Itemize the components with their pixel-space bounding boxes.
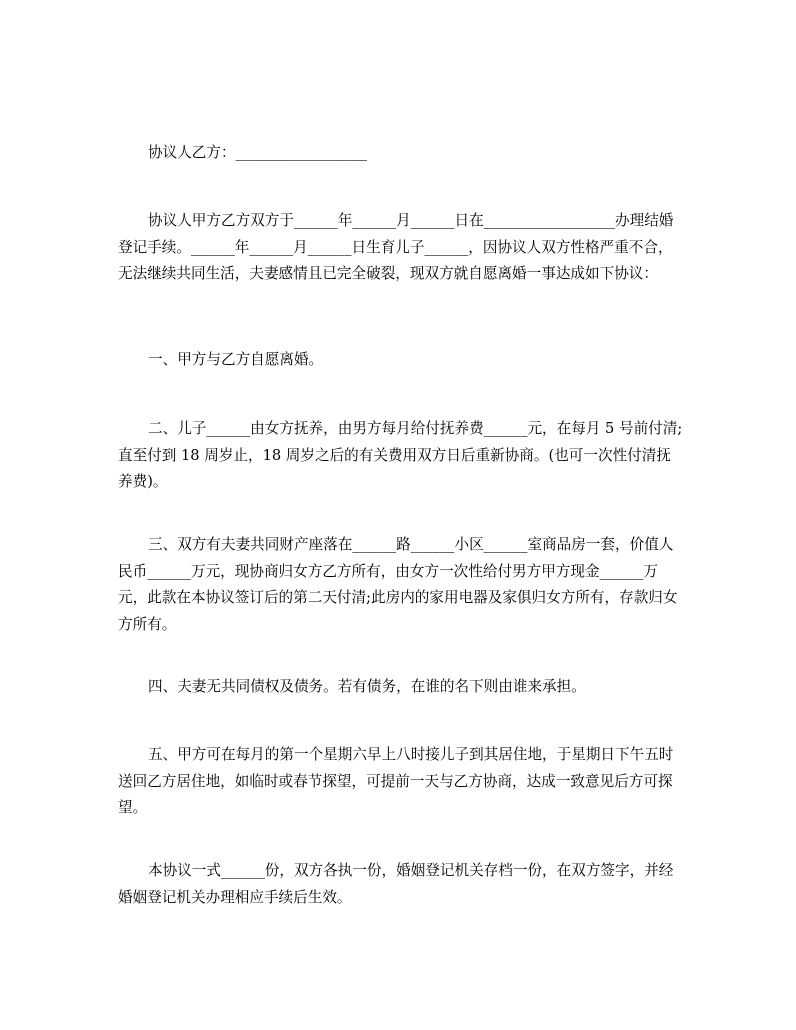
closing-paragraph: 本协议一式______份，双方各执一份，婚姻登记机关存档一份，在双方签字，并经婚姻登记机关办理相应手续后生效。 xyxy=(118,862,674,906)
clause-2: 二、儿子______由女方抚养，由男方每月给付抚养费______元，在每月 5 号前付清;直至付到 18 周岁止，18 周岁之后的有关费用双方日后重新协商。(也可一次性付清抚养费)。 xyxy=(118,420,683,490)
party-b-line: 协议人乙方：__________________ xyxy=(148,144,367,161)
intro-paragraph: 协议人甲方乙方双方于______年______月______日在__________________办理结婚登记手续。______年______月______日生育儿子______，因协议人双方性格严重不合，无法继续共同生活，夫妻感情且已完全破裂，现双方就自愿离婚一事达成如下协议： xyxy=(118,212,674,282)
clause-4: 四、夫妻无共同债权及债务。若有债务，在谁的名下则由谁来承担。 xyxy=(148,678,586,695)
clause-5: 五、甲方可在每月的第一个星期六早上八时接儿子到其居住地，于星期日下午五时送回乙方居住地，如临时或春节探望，可提前一天与乙方协商，达成一致意见后方可探望。 xyxy=(118,746,674,816)
clause-1: 一、甲方与乙方自愿离婚。 xyxy=(148,351,324,368)
clause-3: 三、双方有夫妻共同财产座落在______路______小区______室商品房一套，价值人民币______万元，现协商归女方乙方所有，由女方一次性给付男方甲方现金______万元，此款在本协议签订后的第二天付清;此房内的家用电器及家俱归女方所有，存款归女方所有。 xyxy=(118,536,678,633)
